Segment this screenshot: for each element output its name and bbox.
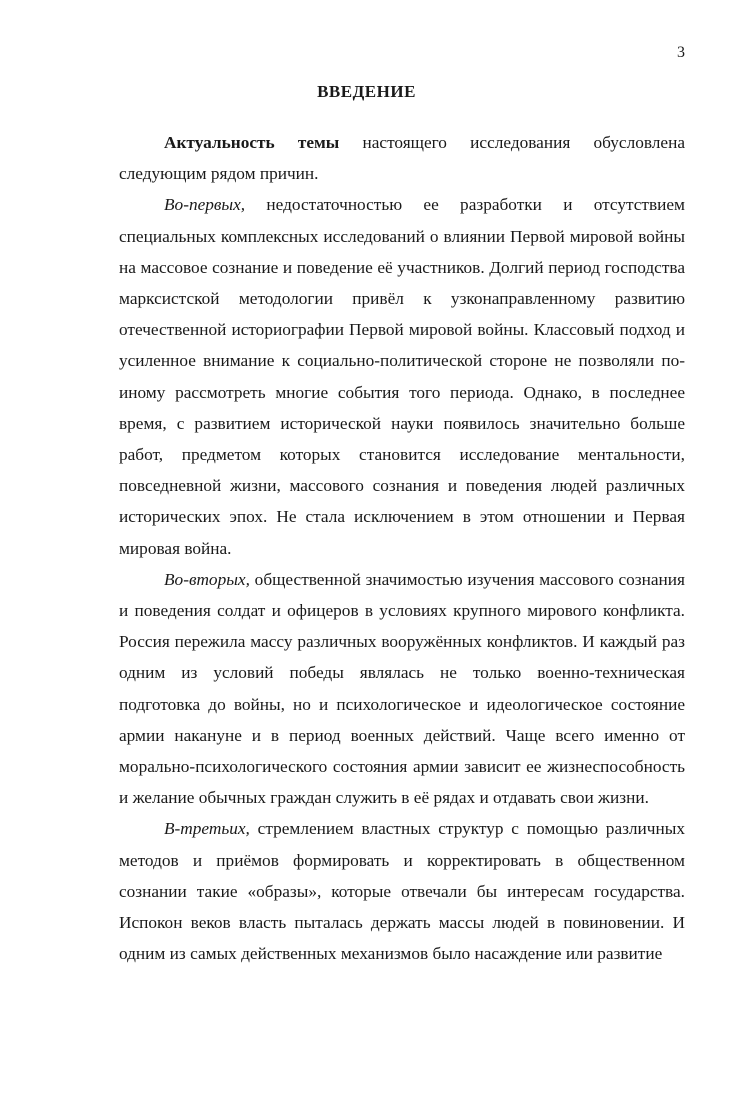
body-text [119, 127, 685, 969]
intro-lead: Актуальность темы [164, 133, 340, 152]
paragraph-second-reason [119, 564, 685, 814]
paragraph-intro [119, 127, 685, 189]
third-reason-text: стремлением властных структур с помощью различных методов и приёмов формировать и корректировать в общественном сознании такие «образы», которые отвечали бы интересам государства. Испокон веков власть пыталась держать массы людей в повиновении. И одним из самых действенных механизмов было насаждение или развитие [119, 819, 685, 964]
second-reason-lead: Во-вторых, [164, 569, 250, 589]
intro-text: настоящего исследования обусловлена следующим рядом причин. [119, 133, 686, 184]
paragraph-third-reason [119, 813, 685, 969]
page-number: 3 [677, 44, 685, 61]
third-reason-lead: В-третьих, [164, 819, 250, 839]
first-reason-lead: Во-первых, [164, 195, 246, 215]
second-reason-text: общественной значимостью изучения массового сознания и поведения солдат и офицеров в условиях крупного мирового конфликта. Россия пережила массу различных вооружённых конфликтов. И каждый раз одним из условий победы являлась не только военно-техническая подготовка до войны, но и психологическое и идеологическое состояние армии накануне и в период военных действий. Чаще всего именно от морально-психологического состояния армии зависит ее жизнеспособность и желание обычных граждан служить в её рядах и отдавать свои жизни. [119, 569, 685, 808]
paragraph-first-reason [119, 189, 685, 563]
first-reason-text: недостаточностью ее разработки и отсутствием специальных комплексных исследований о влиянии Первой мировой войны на массовое сознание и поведение её участников. Долгий период господства марксистской методологии привёл к узконаправленному развитию отечественной историографии Первой мировой войны. Классовый подход и усиленное внимание к социально-политической стороне не позволяли по-иному рассмотреть многие события того периода. Однако, в последнее время, с развитием исторической науки появилось значительно больше работ, предметом которых становится исследование ментальности, повседневной жизни, массового сознания и поведения людей различных исторических эпох. Не стала исключением в этом отношении и Первая мировая война. [119, 195, 685, 558]
page-title: ВВЕДЕНИЕ [317, 82, 416, 101]
